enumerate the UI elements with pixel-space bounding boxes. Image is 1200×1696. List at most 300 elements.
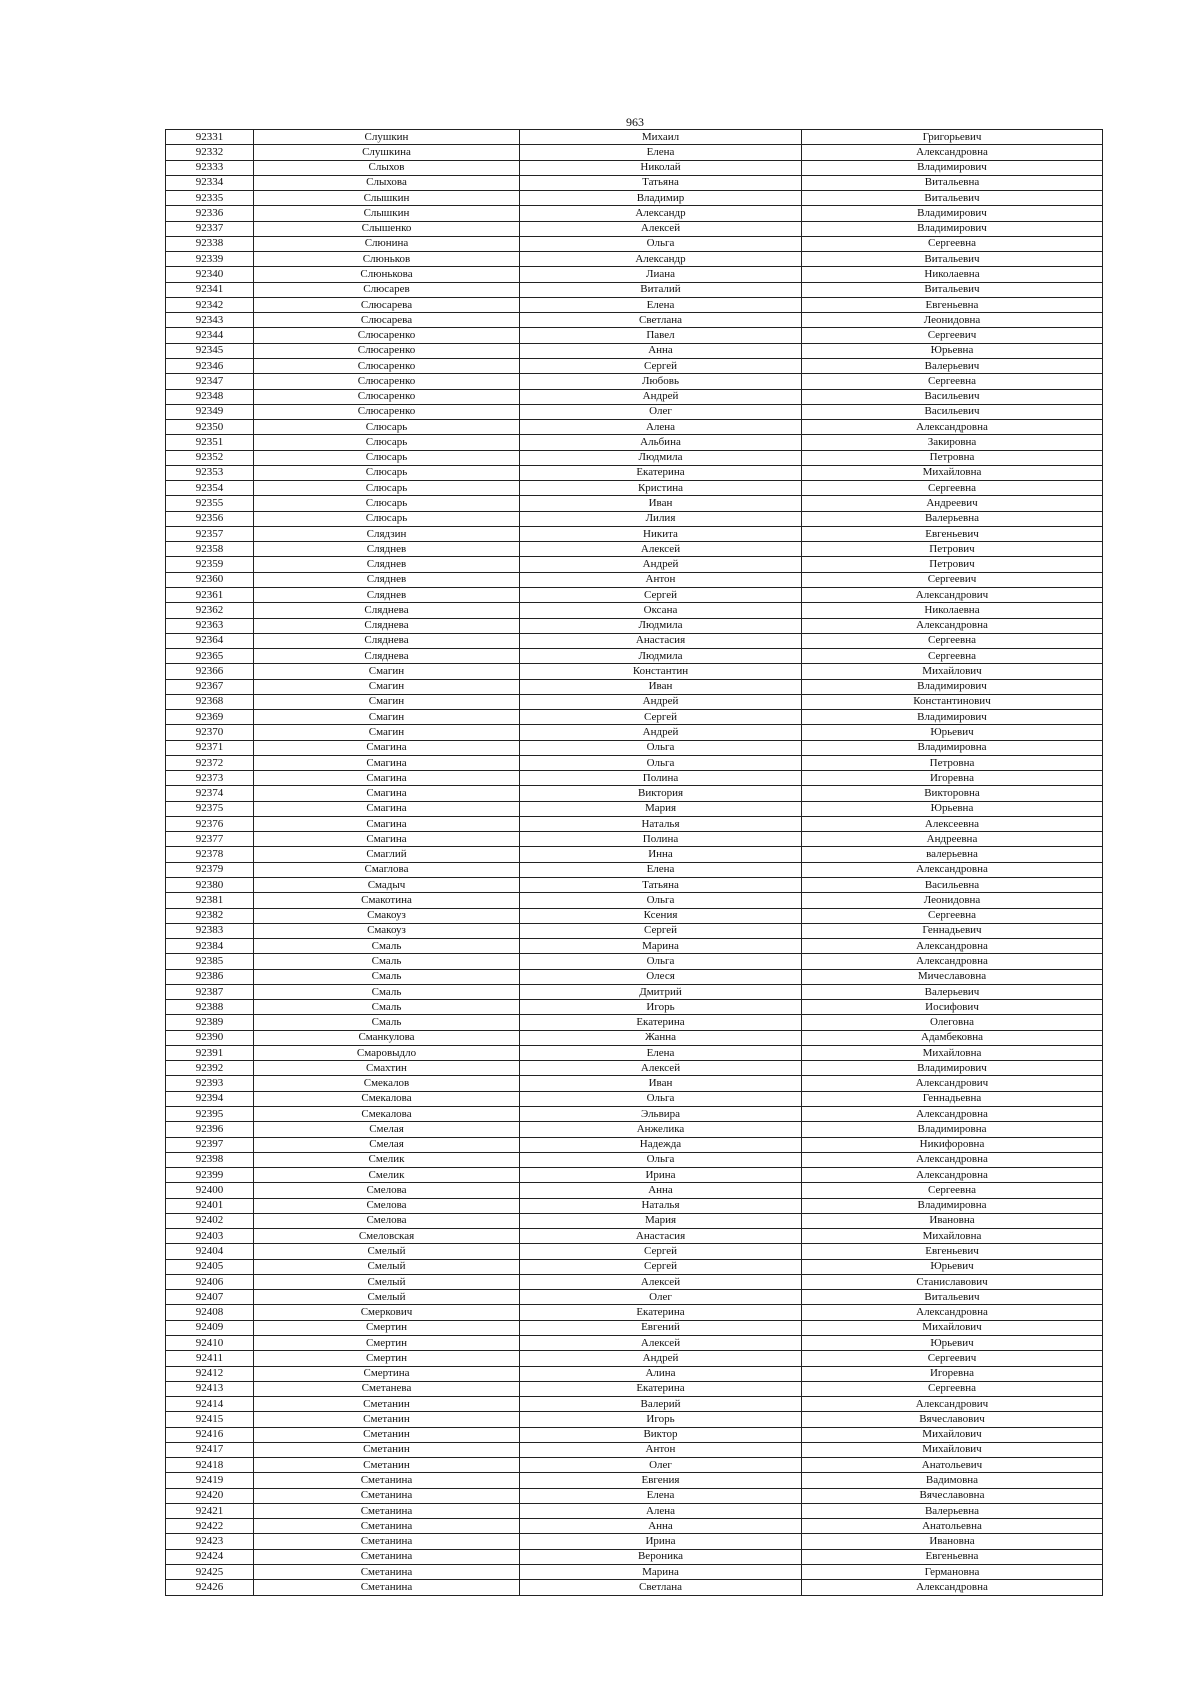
table-row (166, 801, 1103, 816)
record-number-cell: 92343 (166, 313, 254, 328)
patronymic-cell: Александровна (802, 1107, 1103, 1122)
last-name-cell: Сляднева (254, 649, 520, 664)
patronymic-cell: Владимировна (802, 1198, 1103, 1213)
last-name-cell: Сметанин (254, 1412, 520, 1427)
table-row (166, 1076, 1103, 1091)
patronymic-cell: Вячеславович (802, 1412, 1103, 1427)
table-row (166, 343, 1103, 358)
last-name-cell: Смакоуз (254, 908, 520, 923)
last-name-cell: Сляднев (254, 587, 520, 602)
last-name-cell: Сляднев (254, 572, 520, 587)
patronymic-cell: Евгеньевич (802, 526, 1103, 541)
first-name-cell: Анна (520, 343, 802, 358)
first-name-cell: Алексей (520, 542, 802, 557)
last-name-cell: Сметанина (254, 1519, 520, 1534)
last-name-cell: Смагин (254, 664, 520, 679)
record-number-cell: 92333 (166, 160, 254, 175)
record-number-cell: 92372 (166, 755, 254, 770)
patronymic-cell: Игоревна (802, 1366, 1103, 1381)
table-row (166, 435, 1103, 450)
last-name-cell: Смагина (254, 771, 520, 786)
record-number-cell: 92358 (166, 542, 254, 557)
patronymic-cell: Анатольевич (802, 1458, 1103, 1473)
patronymic-cell: Владимирович (802, 679, 1103, 694)
table-row (166, 496, 1103, 511)
last-name-cell: Сметанева (254, 1381, 520, 1396)
last-name-cell: Смаль (254, 984, 520, 999)
patronymic-cell: Михайлович (802, 1427, 1103, 1442)
patronymic-cell: Валерьевич (802, 984, 1103, 999)
last-name-cell: Слюсарь (254, 496, 520, 511)
first-name-cell: Наталья (520, 1198, 802, 1213)
first-name-cell: Евгений (520, 1320, 802, 1335)
record-number-cell: 92420 (166, 1488, 254, 1503)
last-name-cell: Смелова (254, 1213, 520, 1228)
record-number-cell: 92356 (166, 511, 254, 526)
record-number-cell: 92348 (166, 389, 254, 404)
table-row (166, 694, 1103, 709)
table-row (166, 1030, 1103, 1045)
record-number-cell: 92349 (166, 404, 254, 419)
first-name-cell: Кристина (520, 481, 802, 496)
table-row (166, 389, 1103, 404)
first-name-cell: Людмила (520, 618, 802, 633)
table-row (166, 572, 1103, 587)
first-name-cell: Иван (520, 496, 802, 511)
table-row (166, 145, 1103, 160)
last-name-cell: Сманкулова (254, 1030, 520, 1045)
first-name-cell: Николай (520, 160, 802, 175)
record-number-cell: 92334 (166, 175, 254, 190)
record-number-cell: 92380 (166, 878, 254, 893)
record-number-cell: 92336 (166, 206, 254, 221)
patronymic-cell: Евгеньевна (802, 297, 1103, 312)
first-name-cell: Виктор (520, 1427, 802, 1442)
record-number-cell: 92346 (166, 358, 254, 373)
first-name-cell: Олег (520, 1458, 802, 1473)
table-row (166, 1549, 1103, 1564)
last-name-cell: Смелый (254, 1290, 520, 1305)
first-name-cell: Елена (520, 1488, 802, 1503)
first-name-cell: Татьяна (520, 175, 802, 190)
patronymic-cell: Викторовна (802, 786, 1103, 801)
last-name-cell: Смаль (254, 1015, 520, 1030)
table-row (166, 160, 1103, 175)
table-row (166, 908, 1103, 923)
patronymic-cell: Никифоровна (802, 1137, 1103, 1152)
table-row (166, 236, 1103, 251)
record-number-cell: 92361 (166, 587, 254, 602)
record-number-cell: 92411 (166, 1351, 254, 1366)
table-row (166, 282, 1103, 297)
last-name-cell: Слюнина (254, 236, 520, 251)
last-name-cell: Сляднева (254, 633, 520, 648)
patronymic-cell: Александровна (802, 939, 1103, 954)
last-name-cell: Смаль (254, 969, 520, 984)
last-name-cell: Слыхов (254, 160, 520, 175)
patronymic-cell: Михайловна (802, 1229, 1103, 1244)
record-number-cell: 92421 (166, 1503, 254, 1518)
last-name-cell: Смертин (254, 1320, 520, 1335)
record-number-cell: 92378 (166, 847, 254, 862)
record-number-cell: 92412 (166, 1366, 254, 1381)
table-row (166, 1397, 1103, 1412)
patronymic-cell: Петровна (802, 755, 1103, 770)
last-name-cell: Сметанина (254, 1503, 520, 1518)
patronymic-cell: Валерьевич (802, 358, 1103, 373)
patronymic-cell: Николаевна (802, 603, 1103, 618)
patronymic-cell: Александровна (802, 862, 1103, 877)
table-row (166, 969, 1103, 984)
first-name-cell: Олег (520, 1290, 802, 1305)
page-number: 963 (626, 115, 644, 129)
record-number-cell: 92373 (166, 771, 254, 786)
last-name-cell: Смелый (254, 1274, 520, 1289)
patronymic-cell: Вячеславовна (802, 1488, 1103, 1503)
patronymic-cell: Витальевич (802, 282, 1103, 297)
table-row (166, 1244, 1103, 1259)
record-number-cell: 92408 (166, 1305, 254, 1320)
record-number-cell: 92377 (166, 832, 254, 847)
record-number-cell: 92396 (166, 1122, 254, 1137)
first-name-cell: Полина (520, 771, 802, 786)
table-row (166, 557, 1103, 572)
last-name-cell: Смагин (254, 725, 520, 740)
table-row (166, 725, 1103, 740)
table-row (166, 1198, 1103, 1213)
record-number-cell: 92425 (166, 1564, 254, 1579)
last-name-cell: Смертина (254, 1366, 520, 1381)
patronymic-cell: Владимировна (802, 1122, 1103, 1137)
table-row (166, 252, 1103, 267)
record-number-cell: 92419 (166, 1473, 254, 1488)
table-row (166, 649, 1103, 664)
record-number-cell: 92418 (166, 1458, 254, 1473)
first-name-cell: Вероника (520, 1549, 802, 1564)
patronymic-cell: Михайлович (802, 664, 1103, 679)
patronymic-cell: Сергеевна (802, 236, 1103, 251)
record-number-cell: 92345 (166, 343, 254, 358)
record-number-cell: 92384 (166, 939, 254, 954)
patronymic-cell: Валерьевна (802, 511, 1103, 526)
names-table (165, 129, 1103, 1596)
patronymic-cell: Александровна (802, 420, 1103, 435)
patronymic-cell: Витальевна (802, 175, 1103, 190)
patronymic-cell: Ивановна (802, 1213, 1103, 1228)
table-row (166, 1412, 1103, 1427)
patronymic-cell: Михайловна (802, 465, 1103, 480)
first-name-cell: Алена (520, 1503, 802, 1518)
record-number-cell: 92338 (166, 236, 254, 251)
first-name-cell: Андрей (520, 1351, 802, 1366)
last-name-cell: Слюсаренко (254, 343, 520, 358)
table-row (166, 465, 1103, 480)
first-name-cell: Елена (520, 145, 802, 160)
table-row (166, 526, 1103, 541)
patronymic-cell: Игоревна (802, 771, 1103, 786)
patronymic-cell: Александровна (802, 618, 1103, 633)
patronymic-cell: Васильевна (802, 878, 1103, 893)
first-name-cell: Елена (520, 297, 802, 312)
patronymic-cell: Михайлович (802, 1442, 1103, 1457)
patronymic-cell: Геннадьевич (802, 923, 1103, 938)
last-name-cell: Смелая (254, 1122, 520, 1137)
patronymic-cell: валерьевна (802, 847, 1103, 862)
patronymic-cell: Ивановна (802, 1534, 1103, 1549)
first-name-cell: Сергей (520, 1259, 802, 1274)
patronymic-cell: Владимирович (802, 160, 1103, 175)
patronymic-cell: Леонидовна (802, 893, 1103, 908)
table-row (166, 1580, 1103, 1595)
patronymic-cell: Петровна (802, 450, 1103, 465)
table-row (166, 1458, 1103, 1473)
last-name-cell: Смаглий (254, 847, 520, 862)
last-name-cell: Смаглова (254, 862, 520, 877)
last-name-cell: Сметанина (254, 1488, 520, 1503)
record-number-cell: 92392 (166, 1061, 254, 1076)
last-name-cell: Слушкин (254, 130, 520, 145)
first-name-cell: Марина (520, 939, 802, 954)
table-row (166, 1061, 1103, 1076)
record-number-cell: 92337 (166, 221, 254, 236)
table-row (166, 1107, 1103, 1122)
patronymic-cell: Андреевна (802, 832, 1103, 847)
table-row (166, 267, 1103, 282)
patronymic-cell: Олеговна (802, 1015, 1103, 1030)
table-row (166, 175, 1103, 190)
table-body (166, 130, 1103, 1596)
first-name-cell: Андрей (520, 725, 802, 740)
table-row (166, 816, 1103, 831)
record-number-cell: 92363 (166, 618, 254, 633)
last-name-cell: Смагина (254, 832, 520, 847)
table-row (166, 1305, 1103, 1320)
patronymic-cell: Сергеевич (802, 572, 1103, 587)
record-number-cell: 92351 (166, 435, 254, 450)
table-row (166, 1015, 1103, 1030)
patronymic-cell: Евгеньевна (802, 1549, 1103, 1564)
table-row (166, 1274, 1103, 1289)
table-row (166, 1259, 1103, 1274)
first-name-cell: Андрей (520, 389, 802, 404)
last-name-cell: Сляднева (254, 603, 520, 618)
record-number-cell: 92332 (166, 145, 254, 160)
last-name-cell: Смагина (254, 755, 520, 770)
first-name-cell: Ольга (520, 755, 802, 770)
last-name-cell: Смекалова (254, 1107, 520, 1122)
first-name-cell: Лиана (520, 267, 802, 282)
first-name-cell: Ольга (520, 740, 802, 755)
patronymic-cell: Александрович (802, 1076, 1103, 1091)
first-name-cell: Оксана (520, 603, 802, 618)
first-name-cell: Иван (520, 679, 802, 694)
record-number-cell: 92393 (166, 1076, 254, 1091)
record-number-cell: 92355 (166, 496, 254, 511)
first-name-cell: Екатерина (520, 465, 802, 480)
last-name-cell: Слюсаренко (254, 358, 520, 373)
table-row (166, 984, 1103, 999)
last-name-cell: Смагина (254, 801, 520, 816)
last-name-cell: Смаль (254, 1000, 520, 1015)
last-name-cell: Слюсаренко (254, 389, 520, 404)
last-name-cell: Сметанина (254, 1564, 520, 1579)
patronymic-cell: Юрьевич (802, 1335, 1103, 1350)
first-name-cell: Эльвира (520, 1107, 802, 1122)
first-name-cell: Михаил (520, 130, 802, 145)
table-row (166, 1381, 1103, 1396)
first-name-cell: Олеся (520, 969, 802, 984)
table-row (166, 130, 1103, 145)
record-number-cell: 92347 (166, 374, 254, 389)
last-name-cell: Смекалова (254, 1091, 520, 1106)
table-row (166, 878, 1103, 893)
table-row (166, 404, 1103, 419)
record-number-cell: 92371 (166, 740, 254, 755)
record-number-cell: 92394 (166, 1091, 254, 1106)
record-number-cell: 92359 (166, 557, 254, 572)
first-name-cell: Игорь (520, 1412, 802, 1427)
first-name-cell: Игорь (520, 1000, 802, 1015)
last-name-cell: Слюсарь (254, 435, 520, 450)
last-name-cell: Смекалов (254, 1076, 520, 1091)
record-number-cell: 92340 (166, 267, 254, 282)
record-number-cell: 92406 (166, 1274, 254, 1289)
table-row (166, 1366, 1103, 1381)
first-name-cell: Ксения (520, 908, 802, 923)
patronymic-cell: Сергеевич (802, 1351, 1103, 1366)
table-row (166, 755, 1103, 770)
patronymic-cell: Владимирович (802, 1061, 1103, 1076)
table-row (166, 1045, 1103, 1060)
first-name-cell: Виталий (520, 282, 802, 297)
last-name-cell: Сметанин (254, 1427, 520, 1442)
table-row (166, 450, 1103, 465)
first-name-cell: Полина (520, 832, 802, 847)
table-row (166, 679, 1103, 694)
table-row (166, 1351, 1103, 1366)
table-row (166, 771, 1103, 786)
record-number-cell: 92362 (166, 603, 254, 618)
first-name-cell: Ольга (520, 1091, 802, 1106)
patronymic-cell: Геннадьевна (802, 1091, 1103, 1106)
record-number-cell: 92354 (166, 481, 254, 496)
patronymic-cell: Сергеевна (802, 908, 1103, 923)
record-number-cell: 92397 (166, 1137, 254, 1152)
patronymic-cell: Юрьевна (802, 343, 1103, 358)
record-number-cell: 92395 (166, 1107, 254, 1122)
record-number-cell: 92350 (166, 420, 254, 435)
record-number-cell: 92365 (166, 649, 254, 664)
patronymic-cell: Закировна (802, 435, 1103, 450)
record-number-cell: 92422 (166, 1519, 254, 1534)
record-number-cell: 92400 (166, 1183, 254, 1198)
record-number-cell: 92382 (166, 908, 254, 923)
record-number-cell: 92344 (166, 328, 254, 343)
record-number-cell: 92379 (166, 862, 254, 877)
last-name-cell: Слюсарева (254, 313, 520, 328)
first-name-cell: Анна (520, 1519, 802, 1534)
patronymic-cell: Иосифович (802, 1000, 1103, 1015)
table-row (166, 832, 1103, 847)
patronymic-cell: Владимирович (802, 206, 1103, 221)
table-row (166, 1290, 1103, 1305)
last-name-cell: Смелова (254, 1198, 520, 1213)
first-name-cell: Ольга (520, 954, 802, 969)
record-number-cell: 92386 (166, 969, 254, 984)
last-name-cell: Сляднева (254, 618, 520, 633)
patronymic-cell: Васильевич (802, 389, 1103, 404)
last-name-cell: Смелик (254, 1168, 520, 1183)
patronymic-cell: Витальевич (802, 1290, 1103, 1305)
last-name-cell: Сметанин (254, 1397, 520, 1412)
first-name-cell: Екатерина (520, 1381, 802, 1396)
table-row (166, 1000, 1103, 1015)
last-name-cell: Смеловская (254, 1229, 520, 1244)
record-number-cell: 92360 (166, 572, 254, 587)
first-name-cell: Алексей (520, 1061, 802, 1076)
first-name-cell: Лилия (520, 511, 802, 526)
table-row (166, 1442, 1103, 1457)
patronymic-cell: Юрьевич (802, 725, 1103, 740)
patronymic-cell: Александрович (802, 587, 1103, 602)
table-row (166, 587, 1103, 602)
table-row (166, 954, 1103, 969)
table-row (166, 221, 1103, 236)
patronymic-cell: Петрович (802, 542, 1103, 557)
record-number-cell: 92423 (166, 1534, 254, 1549)
record-number-cell: 92426 (166, 1580, 254, 1595)
patronymic-cell: Сергеевна (802, 374, 1103, 389)
patronymic-cell: Юрьевич (802, 1259, 1103, 1274)
table-row (166, 740, 1103, 755)
record-number-cell: 92339 (166, 252, 254, 267)
first-name-cell: Александр (520, 252, 802, 267)
first-name-cell: Алексей (520, 1274, 802, 1289)
last-name-cell: Слюсарь (254, 481, 520, 496)
record-number-cell: 92366 (166, 664, 254, 679)
last-name-cell: Слюсарева (254, 297, 520, 312)
first-name-cell: Любовь (520, 374, 802, 389)
last-name-cell: Сляднев (254, 542, 520, 557)
table-row (166, 206, 1103, 221)
patronymic-cell: Вадимовна (802, 1473, 1103, 1488)
last-name-cell: Слушкина (254, 145, 520, 160)
record-number-cell: 92410 (166, 1335, 254, 1350)
patronymic-cell: Витальевич (802, 191, 1103, 206)
table-row (166, 1473, 1103, 1488)
table-row (166, 862, 1103, 877)
patronymic-cell: Сергеевна (802, 649, 1103, 664)
first-name-cell: Иван (520, 1076, 802, 1091)
patronymic-cell: Александровна (802, 954, 1103, 969)
table-row (166, 542, 1103, 557)
first-name-cell: Ольга (520, 893, 802, 908)
record-number-cell: 92399 (166, 1168, 254, 1183)
last-name-cell: Слюсарь (254, 450, 520, 465)
first-name-cell: Анна (520, 1183, 802, 1198)
first-name-cell: Александр (520, 206, 802, 221)
record-number-cell: 92331 (166, 130, 254, 145)
patronymic-cell: Витальевич (802, 252, 1103, 267)
table-row (166, 1091, 1103, 1106)
table-row (166, 374, 1103, 389)
record-number-cell: 92364 (166, 633, 254, 648)
patronymic-cell: Сергеевна (802, 1183, 1103, 1198)
first-name-cell: Татьяна (520, 878, 802, 893)
table-row (166, 1534, 1103, 1549)
record-number-cell: 92417 (166, 1442, 254, 1457)
record-number-cell: 92404 (166, 1244, 254, 1259)
